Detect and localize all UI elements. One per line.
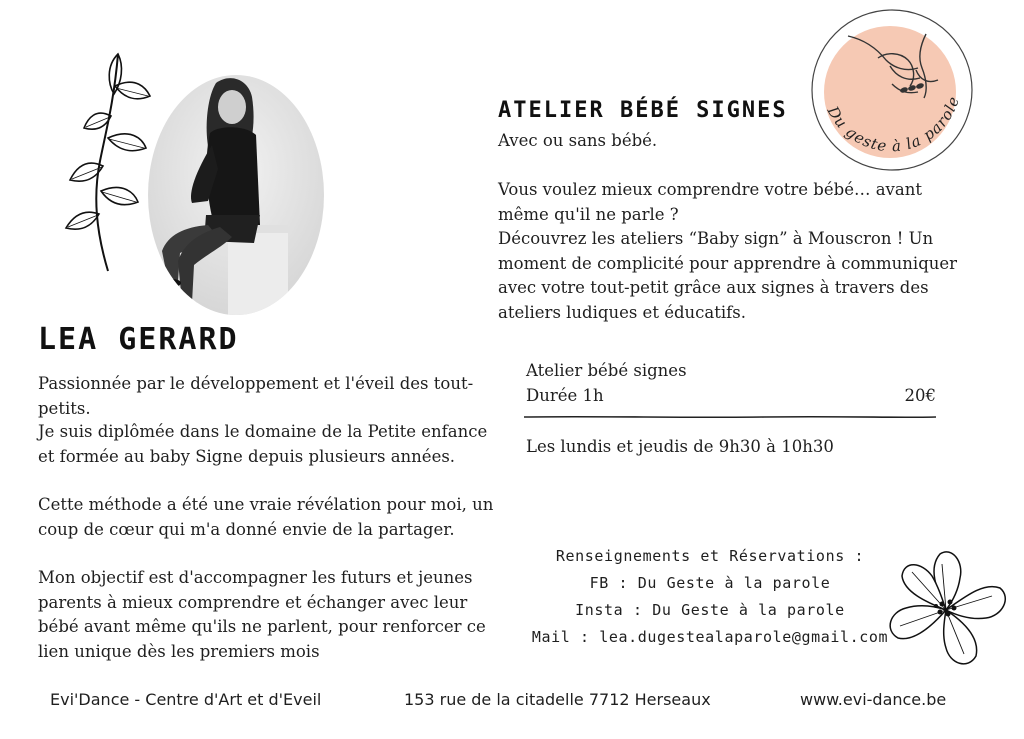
footer-organization: Evi'Dance - Centre d'Art et d'Eveil bbox=[50, 690, 322, 709]
leaf-branch-illustration bbox=[48, 46, 158, 276]
price-divider bbox=[524, 414, 936, 420]
footer-address: 153 rue de la citadelle 7712 Herseaux bbox=[404, 690, 711, 709]
contact-instagram[interactable]: Insta : Du Geste à la parole bbox=[575, 601, 845, 619]
contact-facebook[interactable]: FB : Du Geste à la parole bbox=[589, 574, 831, 592]
portrait-photo bbox=[148, 75, 324, 315]
bio-paragraph: Mon objectif est d'accompagner les futurs et jeunes parents à mieux comprendre et échanger avec leur bébé avant même qu'ils ne parlent, pour renforcer ce lien unique dès les premiers mois bbox=[38, 568, 486, 661]
workshop-subtitle: Avec ou sans bébé. bbox=[498, 131, 658, 150]
workshop-intro: Vous voulez mieux comprendre votre bébé… avant même qu'il ne parle ? bbox=[498, 180, 922, 224]
bio-paragraph: Cette méthode a été une vraie révélation pour moi, un coup de cœur qui m'a donné envie de la partager. bbox=[38, 495, 494, 539]
price-item-amount: 20€ bbox=[904, 386, 936, 405]
price-schedule: Les lundis et jeudis de 9h30 à 10h30 bbox=[526, 437, 834, 456]
price-item-duration: Durée 1h bbox=[526, 386, 604, 405]
du-geste-logo bbox=[808, 6, 976, 174]
flower-illustration bbox=[880, 548, 1012, 674]
person-name: LEA GERARD bbox=[38, 322, 239, 357]
price-item-name: Atelier bébé signes bbox=[526, 361, 687, 380]
bio-paragraph: Passionnée par le développement et l'éveil des tout-petits. bbox=[38, 374, 474, 418]
logo-text: Du geste à la parole bbox=[823, 93, 964, 156]
contact-title: Renseignements et Réservations : bbox=[555, 547, 865, 565]
workshop-title: ATELIER BÉBÉ SIGNES bbox=[498, 98, 788, 123]
workshop-details: Découvrez les ateliers “Baby sign” à Mouscron ! Un moment de complicité pour apprendre à communiquer avec votre tout-petit grâce aux signes à travers des ateliers ludiques et éducatifs. bbox=[498, 229, 958, 322]
contact-email[interactable]: Mail : lea.dugestealaparole@gmail.com bbox=[531, 628, 889, 646]
bio-paragraph: Je suis diplômée dans le domaine de la Petite enfance et formée au baby Signe depuis plusieurs années. bbox=[38, 422, 488, 466]
footer-website-link[interactable]: www.evi-dance.be bbox=[800, 690, 947, 709]
